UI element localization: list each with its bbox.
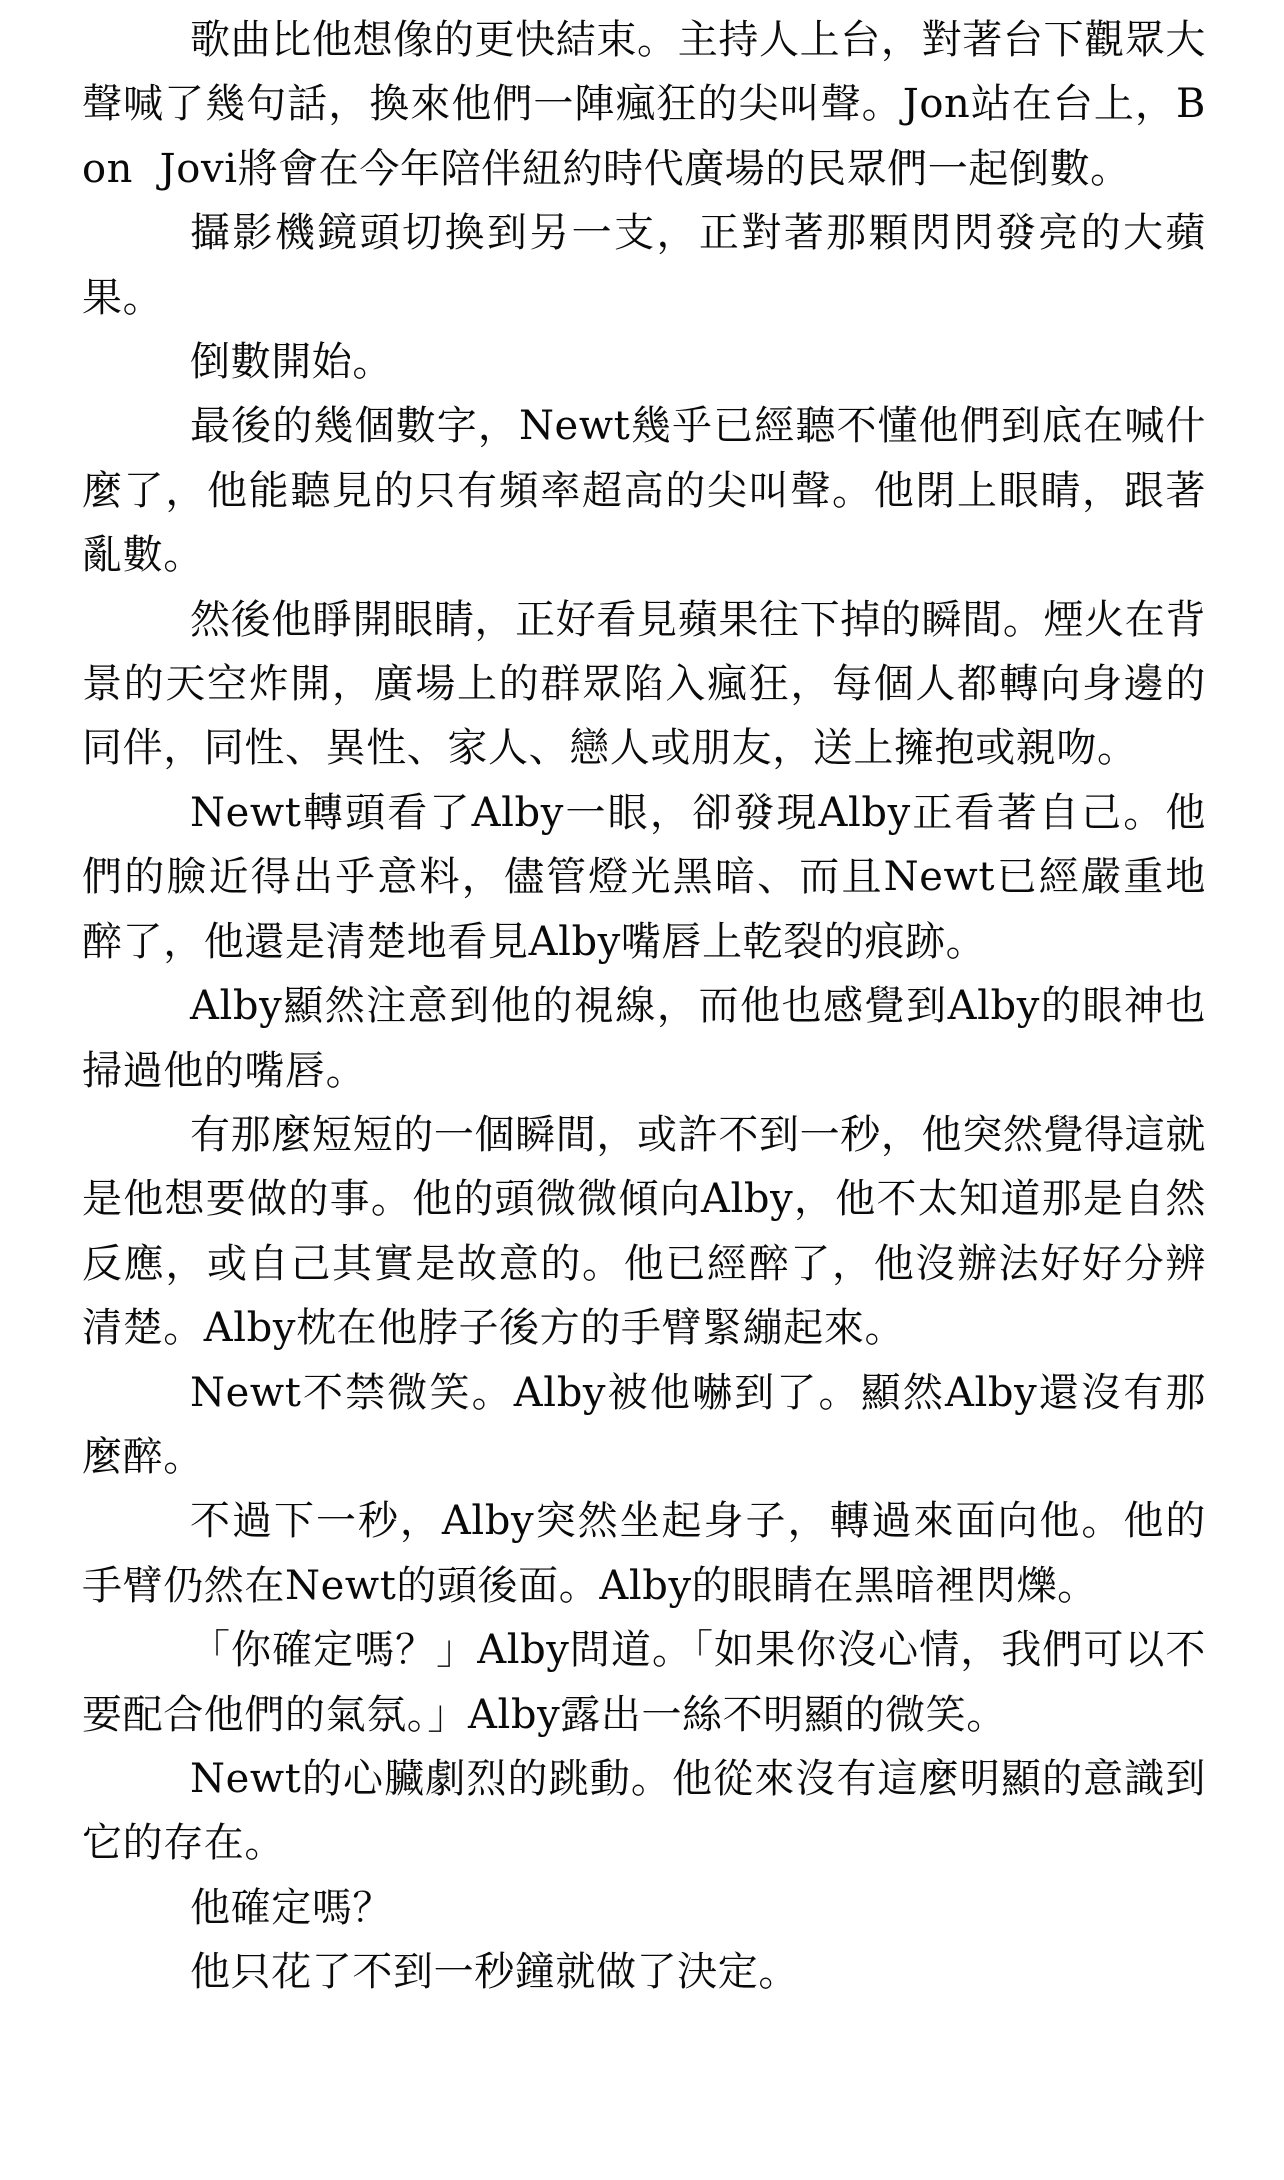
paragraph-8: 有那麼短短的一個瞬間，或許不到一秒，他突然覺得這就是他想要做的事。他的頭微微傾向Alby，他不太知道那是自然反應，或自己其實是故意的。他已經醉了，他沒辦法好好分辨清楚。Alby枕在他脖子後方的手臂緊繃起來。	[82, 1111, 1206, 1352]
paragraph-12: Newt的心臟劇烈的跳動。他從來沒有這麼明顯的意識到它的存在。	[82, 1755, 1206, 1867]
paragraph-5: 然後他睜開眼睛，正好看見蘋果往下掉的瞬間。煙火在背景的天空炸開，廣場上的群眾陷入瘋狂，每個人都轉向身邊的同伴，同性、異性、家人、戀人或朋友，送上擁抱或親吻。	[82, 596, 1206, 772]
paragraph-7: Alby顯然注意到他的視線，而他也感覺到Alby的眼神也掃過他的嘴唇。	[82, 983, 1206, 1094]
paragraph-4: 最後的幾個數字，Newt幾乎已經聽不懂他們到底在喊什麼了，他能聽見的只有頻率超高的尖叫聲。他閉上眼睛，跟著亂數。	[82, 403, 1206, 579]
paragraph-10: 不過下一秒，Alby突然坐起身子，轉過來面向他。他的手臂仍然在Newt的頭後面。Alby的眼睛在黑暗裡閃爍。	[82, 1498, 1206, 1609]
paragraph-14: 他只花了不到一秒鐘就做了決定。	[190, 1949, 799, 1996]
paragraph-3: 倒數開始。	[190, 339, 393, 386]
paragraph-2: 攝影機鏡頭切換到另一支，正對著那顆閃閃發亮的大蘋果。	[82, 210, 1206, 321]
paragraph-9: Newt不禁微笑。Alby被他嚇到了。顯然Alby還沒有那麼醉。	[82, 1369, 1206, 1480]
paragraph-1: 歌曲比他想像的更快結束。主持人上台，對著台下觀眾大聲喊了幾句話，換來他們一陣瘋狂的尖叫聲。Jon站在台上，Bon Jovi將會在今年陪伴紐約時代廣場的民眾們一起倒數。	[82, 17, 1206, 192]
paragraph-6: Newt轉頭看了Alby一眼，卻發現Alby正看著自己。他們的臉近得出乎意料，儘管燈光黑暗、而且Newt已經嚴重地醉了，他還是清楚地看見Alby嘴唇上乾裂的痕跡。	[82, 789, 1206, 965]
paragraph-11: 「你確定嗎？」Alby問道。「如果你沒心情，我們可以不要配合他們的氣氛。」Alby露出一絲不明顯的微笑。	[82, 1627, 1206, 1738]
document-page	[82, 8, 1206, 2005]
paragraph-13: 他確定嗎？	[190, 1884, 393, 1931]
